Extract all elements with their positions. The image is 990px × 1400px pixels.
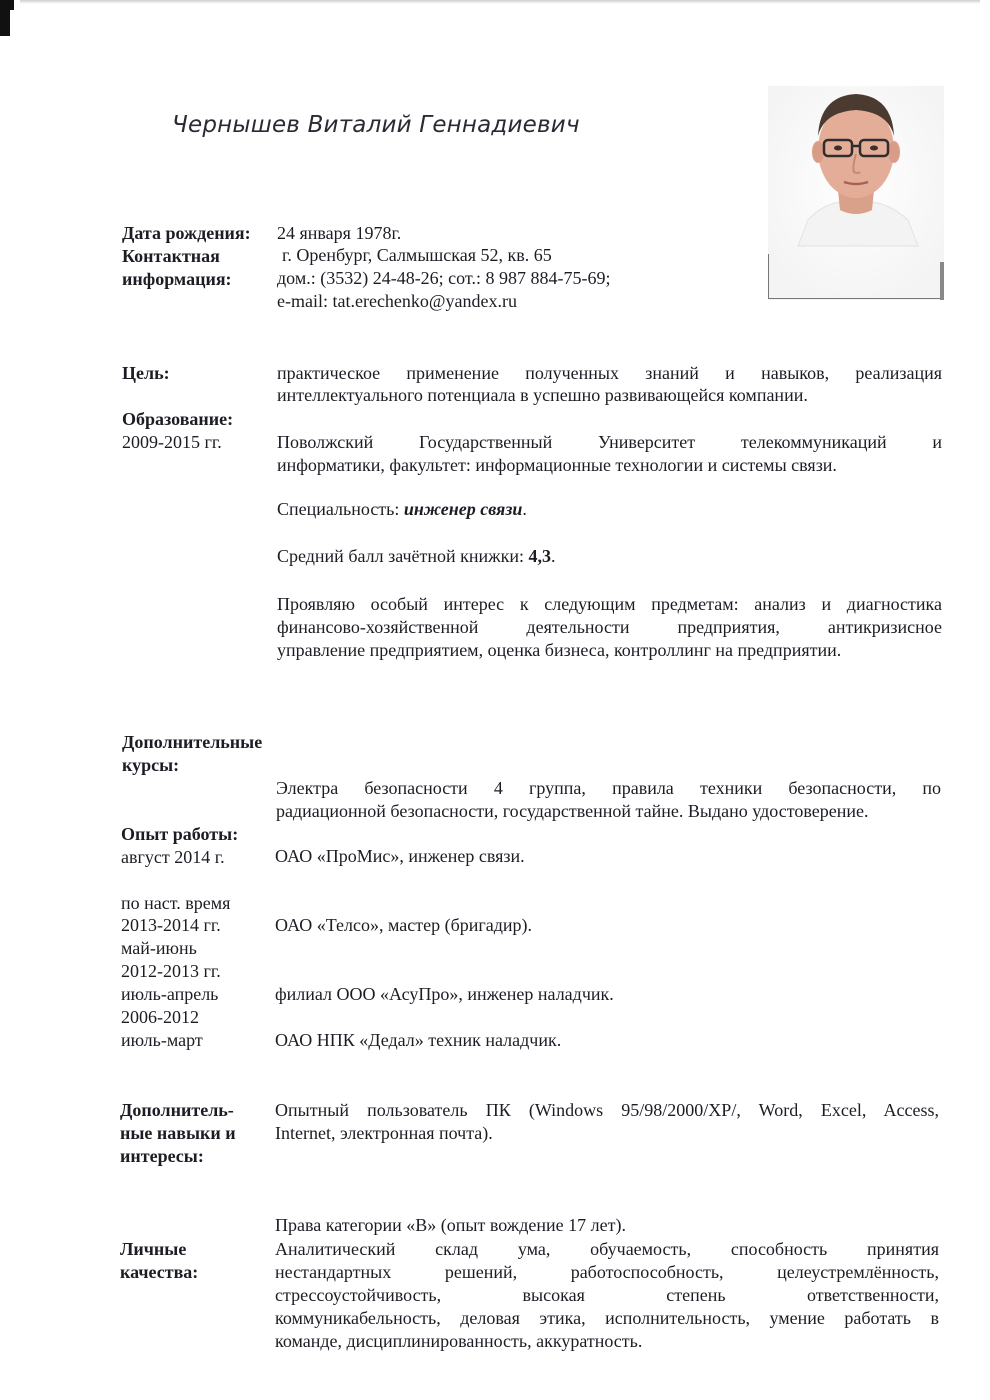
courses-line-2: радиационной безопасности, государственной тайне. Выдано удостоверение. — [276, 801, 869, 821]
personal-line-2: нестандартных решений, работоспособность, целеустремлённость, — [275, 1262, 939, 1282]
experience-date: 2012-2013 гг. — [121, 961, 221, 981]
skills-label-2: ные навыки и — [120, 1123, 236, 1143]
gpa-prefix: Средний балл зачётной книжки: — [277, 546, 529, 566]
skills-label-3: интересы: — [120, 1146, 204, 1166]
experience-job: ОАО НПК «Дедал» техник наладчик. — [275, 1030, 562, 1050]
skills-license: Права категории «В» (опыт вождение 17 лет). — [275, 1215, 626, 1235]
experience-date: май-июнь — [121, 938, 197, 958]
contact-email: e-mail: tat.erechenko@yandex.ru — [277, 291, 517, 311]
experience-label: Опыт работы: — [121, 824, 239, 844]
education-speciality — [277, 498, 527, 521]
scan-edge-mark — [0, 0, 10, 36]
birth-date-label: Дата рождения: — [122, 223, 251, 243]
education-interest-2: финансово-хозяйственной деятельности предприятия, антикризисное — [277, 617, 942, 637]
experience-date: 2006-2012 — [121, 1007, 199, 1027]
experience-job: филиал ООО «АсуПро», инженер наладчик. — [275, 984, 614, 1004]
skills-line-1: Опытный пользователь ПК (Windows 95/98/2000/XP/, Word, Excel, Access, — [275, 1100, 939, 1120]
contacts-label-2: информация: — [122, 269, 232, 289]
education-university-2: информатики, факультет: информационные технологии и системы связи. — [277, 455, 837, 475]
speciality-prefix: Специальность: — [277, 499, 404, 519]
goal-line-2: интеллектуального потенциала в успешно развивающейся компании. — [277, 385, 808, 405]
gpa-suffix: . — [550, 546, 556, 566]
gpa-value: 4,3 — [528, 546, 551, 566]
scan-shadow — [20, 0, 980, 4]
contact-address: г. Оренбург, Салмышская 52, кв. 65 — [282, 245, 552, 265]
courses-line-1: Электра безопасности 4 группа, правила техники безопасности, по — [276, 778, 941, 798]
skills-label-1: Дополнитель- — [120, 1100, 234, 1120]
person-name: Чернышев Виталий Геннадиевич — [172, 112, 580, 138]
experience-date: июль-апрель — [121, 984, 219, 1004]
courses-label-2: курсы: — [122, 755, 180, 775]
education-period: 2009-2015 гг. — [122, 432, 222, 452]
personal-label-2: качества: — [120, 1262, 199, 1282]
experience-date: июль-март — [121, 1030, 203, 1050]
birth-date-value: 24 января 1978г. — [277, 223, 402, 243]
goal-line-1: практическое применение полученных знаний и навыков, реализация — [277, 363, 942, 383]
contacts-label-1: Контактная — [122, 246, 220, 266]
contact-phones: дом.: (3532) 24-48-26; сот.: 8 987 884-75-69; — [277, 268, 611, 288]
photo-frame — [768, 86, 944, 300]
speciality-suffix: . — [522, 499, 527, 519]
experience-job: ОАО «ПроМис», инженер связи. — [275, 846, 525, 866]
experience-date: август 2014 г. — [121, 847, 225, 867]
experience-date: 2013-2014 гг. — [121, 915, 221, 935]
education-university-1: Поволжский Государственный Университет телекоммуникаций и — [277, 432, 942, 452]
education-interest-1: Проявляю особый интерес к следующим предметам: анализ и диагностика — [277, 594, 942, 614]
personal-line-4: коммуникабельность, деловая этика, исполнительность, умение работать в — [275, 1308, 939, 1328]
skills-line-2: Internet, электронная почта). — [275, 1123, 493, 1143]
speciality-value: инженер связи — [403, 499, 523, 519]
personal-label-1: Личные — [120, 1239, 187, 1259]
experience-date: по наст. время — [121, 893, 231, 913]
personal-line-5: команде, дисциплинированность, аккуратность. — [275, 1331, 643, 1351]
education-label: Образование: — [122, 409, 234, 429]
profile-photo — [768, 86, 944, 300]
education-interest-3: управление предприятием, оценка бизнеса, контроллинг на предприятии. — [277, 640, 842, 660]
education-gpa — [277, 545, 555, 568]
courses-label-1: Дополнительные — [122, 732, 263, 752]
personal-line-3: стрессоустойчивость, высокая степень ответственности, — [275, 1285, 939, 1305]
personal-line-1: Аналитический склад ума, обучаемость, способность принятия — [275, 1239, 939, 1259]
goal-label: Цель: — [122, 363, 170, 383]
experience-job: ОАО «Телсо», мастер (бригадир). — [275, 915, 533, 935]
